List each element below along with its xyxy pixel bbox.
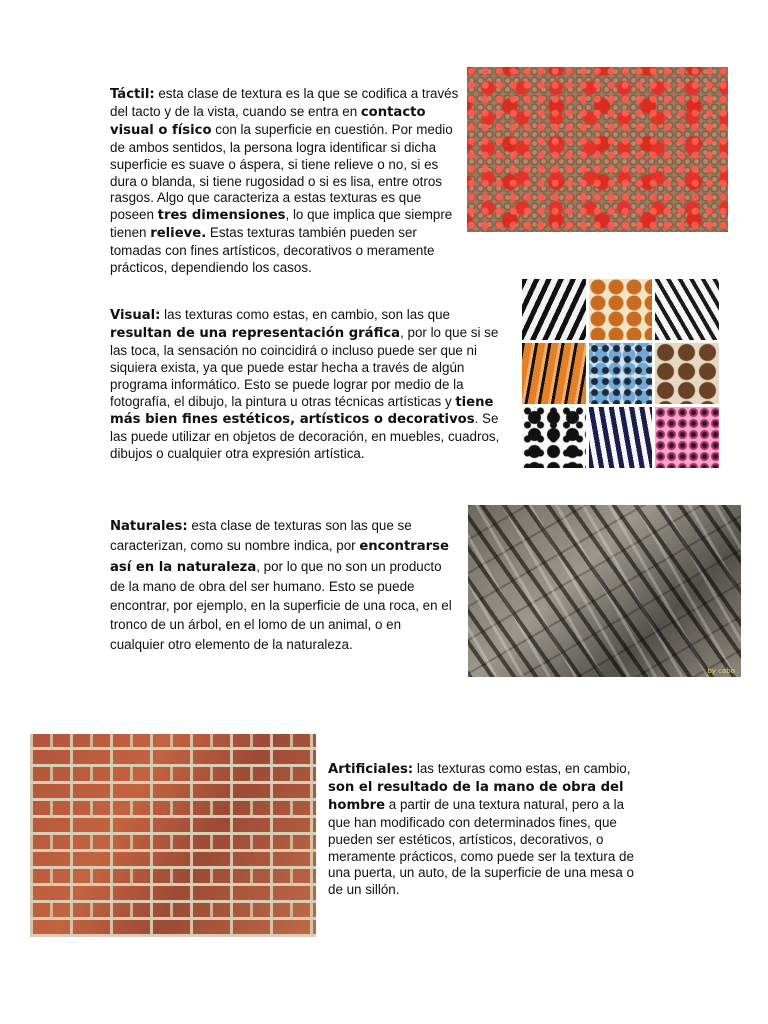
visual-text-1: las texturas como estas, en cambio, son las que (160, 307, 450, 322)
giraffe-print-tile (655, 343, 719, 404)
naturales-bark-image (468, 505, 741, 677)
tactil-text-2: con la superficie en cuestión. Por medio de ambos sentidos, la persona logra identificar si dicha superficie es suave o áspera, si tiene relieve o no, si es dura o blanda, si tiene rugosidad o si es lisa, entre otros rasgos. Algo que caracteriza a estas texturas es que poseen (110, 121, 453, 223)
tactil-texture-image (467, 67, 728, 232)
artificiales-text-1: las texturas como estas, en cambio, (413, 761, 631, 776)
artificiales-text-2: a partir de una textura natural, pero a la que han modificado con determinados fines, que pueden ser estéticos, artísticos, decorativos, o meramente prácticos, como puede ser la textura de una puerta, un auto, de la superficie de una mesa o de un sillón. (328, 796, 634, 898)
zebra-print-tile (522, 279, 586, 340)
tactil-text-3: , lo que implica que siempre tienen (110, 207, 453, 241)
cow-print-tile (522, 407, 586, 468)
artificiales-paragraph (328, 761, 650, 899)
naturales-heading: Naturales: (110, 519, 188, 534)
visual-paragraph (110, 307, 512, 463)
visual-bold-2: tiene más bien fines estéticos, artísticos o decorativos (110, 394, 494, 428)
naturales-bold-1: encontrarse así en la naturaleza (110, 539, 449, 575)
snow-leopard-print-tile (589, 343, 653, 404)
artificiales-bold-1: son el resultado de la mano de obra del hombre (328, 779, 624, 813)
tactil-bold-3: relieve. (150, 226, 207, 242)
leopard-print-tile (655, 407, 719, 468)
tactil-text-4: Estas texturas también pueden ser tomadas con fines artísticos, decorativos o meramente prácticos, dependiendo los casos. (110, 225, 435, 276)
artificiales-brick-wall-image (30, 734, 316, 937)
giraffe-print-tile (589, 279, 653, 340)
tiger-print-tile (522, 343, 586, 404)
naturales-paragraph (110, 516, 458, 654)
visual-text-3: . Se las puede utilizar en objetos de decoración, en muebles, cuadros, dibujos o cualquier otra expresión artística. (110, 411, 500, 462)
visual-bold-1: resultan de una representación gráfica (110, 325, 401, 341)
tactil-bold-1: contacto visual o físico (110, 104, 426, 138)
zebra-print-tile (589, 407, 653, 468)
zebra-print-tile (655, 279, 719, 340)
tactil-text-1: esta clase de textura es la que se codifica a través del tacto y de la vista, cuando se entra en (110, 86, 459, 119)
naturales-text-1: esta clase de texturas son las que se caracterizan, como su nombre indica, por (110, 518, 412, 554)
visual-text-2: , por lo que si se las toca, la sensación no coincidirá o incluso puede ser que ni siquiera exista, ya que puede estar hecha a través de algún programa informático. Esto se puede lograr por medio de la fotografía, el dibujo, la pintura u otras técnicas artísticas y (110, 324, 499, 409)
naturales-text-2: , por lo que no son un producto de la mano de obra del ser humano. Esto se puede encontrar, por ejemplo, en la superficie de una roca, en el tronco de un árbol, en el lomo de un animal, o en cualquier otro elemento de la naturaleza. (110, 558, 452, 652)
visual-animal-prints-image (522, 279, 719, 468)
tactil-paragraph (110, 86, 465, 277)
tactil-heading: Táctil: (110, 87, 155, 102)
visual-heading: Visual: (110, 308, 161, 323)
artificiales-heading: Artificiales: (328, 762, 414, 777)
image-credit: by cabo (707, 667, 735, 675)
tactil-bold-2: tres dimensiones (157, 208, 286, 224)
